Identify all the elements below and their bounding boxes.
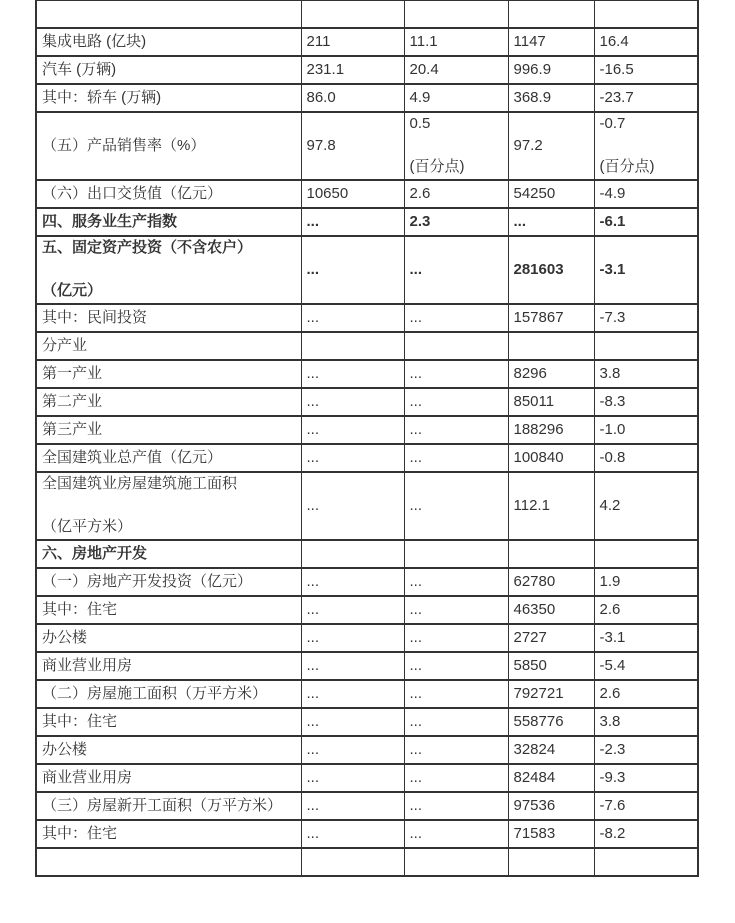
cell-value: 10650 (301, 180, 404, 208)
cell-value: 85011 (508, 388, 594, 416)
table-row (36, 416, 698, 444)
cell-value: -5.4 (594, 652, 698, 680)
cell-value: 20.4 (404, 56, 508, 84)
table-row (36, 0, 698, 28)
row-label: 四、服务业生产指数 (36, 208, 301, 236)
cell-value: ... (301, 360, 404, 388)
cell-value: -4.9 (594, 180, 698, 208)
row-label: （二）房屋施工面积（万平方米） (36, 680, 301, 708)
row-label: 第二产业 (36, 388, 301, 416)
cell-line: （亿元） (42, 282, 103, 300)
table-row (36, 708, 698, 736)
table-row (36, 624, 698, 652)
table-row (36, 680, 698, 708)
cell-value: ... (404, 360, 508, 388)
row-label: 全国建筑业总产值（亿元） (36, 444, 301, 472)
table-row (36, 764, 698, 792)
cell-value: -3.1 (594, 624, 698, 652)
cell-value (301, 848, 404, 876)
cell-value: 32824 (508, 736, 594, 764)
cell-line: -0.7 (599, 115, 626, 132)
cell-value: ... (404, 444, 508, 472)
cell-value: ... (301, 820, 404, 848)
cell-value: ... (301, 304, 404, 332)
cell-value: ... (404, 304, 508, 332)
cell-value: -8.3 (594, 388, 698, 416)
table-row (36, 112, 698, 180)
table-row (36, 360, 698, 388)
cell-value: 2.6 (594, 680, 698, 708)
cell-value: -9.3 (594, 764, 698, 792)
cell-value (594, 332, 698, 360)
cell-value (404, 848, 508, 876)
row-label: 分产业 (36, 332, 301, 360)
row-label: 六、房地产开发 (36, 540, 301, 568)
row-label: 第三产业 (36, 416, 301, 444)
row-label: 集成电路 (亿块) (36, 28, 301, 56)
cell-value (508, 0, 594, 28)
cell-value: ... (404, 596, 508, 624)
cell-value: ... (301, 416, 404, 444)
cell-value: 368.9 (508, 84, 594, 112)
cell-value: -2.3 (594, 736, 698, 764)
row-label: （六）出口交货值（亿元） (36, 180, 301, 208)
cell-value (594, 540, 698, 568)
cell-line: 全国建筑业房屋建筑施工面积 (42, 475, 238, 492)
cell-value: 82484 (508, 764, 594, 792)
cell-value: ... (404, 388, 508, 416)
cell-value (594, 848, 698, 876)
row-label: 办公楼 (36, 624, 301, 652)
row-label: 商业营业用房 (36, 764, 301, 792)
cell-value: 4.9 (404, 84, 508, 112)
cell-value: 97536 (508, 792, 594, 820)
cell-value: ... (508, 208, 594, 236)
cell-value: 2.6 (594, 596, 698, 624)
cell-value (508, 848, 594, 876)
cell-value (404, 332, 508, 360)
cell-value: 231.1 (301, 56, 404, 84)
row-label: 其中：轿车 (万辆) (36, 84, 301, 112)
cell-value: 86.0 (301, 84, 404, 112)
table-row (36, 332, 698, 360)
cell-value (508, 540, 594, 568)
cell-value: ... (301, 208, 404, 236)
cell-value: 1.9 (594, 568, 698, 596)
table-row (36, 596, 698, 624)
cell-value: ... (301, 388, 404, 416)
cell-value: ... (301, 736, 404, 764)
cell-value: ... (301, 764, 404, 792)
row-label (36, 472, 301, 540)
table-row (36, 236, 698, 304)
cell-value (404, 112, 508, 180)
table-row (36, 444, 698, 472)
cell-line: （亿平方米） (42, 518, 133, 536)
cell-value: 1147 (508, 28, 594, 56)
row-label: 办公楼 (36, 736, 301, 764)
table-row (36, 540, 698, 568)
row-label: （三）房屋新开工面积（万平方米） (36, 792, 301, 820)
cell-value: ... (404, 624, 508, 652)
row-label: （一）房地产开发投资（亿元） (36, 568, 301, 596)
cell-value: ... (404, 680, 508, 708)
cell-value (594, 112, 698, 180)
cell-value: ... (404, 820, 508, 848)
cell-value: -23.7 (594, 84, 698, 112)
cell-value: 558776 (508, 708, 594, 736)
table-row (36, 736, 698, 764)
row-label: 商业营业用房 (36, 652, 301, 680)
cell-value: ... (301, 472, 404, 540)
cell-value: ... (404, 236, 508, 304)
table-row (36, 28, 698, 56)
cell-line: (百分点) (599, 158, 655, 176)
table-row (36, 208, 698, 236)
table-row (36, 652, 698, 680)
cell-value: ... (404, 652, 508, 680)
cell-value: -6.1 (594, 208, 698, 236)
cell-value: -7.3 (594, 304, 698, 332)
cell-value: 211 (301, 28, 404, 56)
cell-value: 8296 (508, 360, 594, 388)
cell-value: -3.1 (594, 236, 698, 304)
cell-value: 71583 (508, 820, 594, 848)
row-label (36, 0, 301, 28)
cell-value: ... (404, 568, 508, 596)
table-row (36, 820, 698, 848)
cell-value: -8.2 (594, 820, 698, 848)
cell-value: ... (404, 708, 508, 736)
cell-value: ... (404, 792, 508, 820)
cell-value: 5850 (508, 652, 594, 680)
cell-value: 2.6 (404, 180, 508, 208)
table-row (36, 304, 698, 332)
cell-value: -7.6 (594, 792, 698, 820)
cell-value (594, 0, 698, 28)
cell-value: ... (301, 792, 404, 820)
table-row (36, 56, 698, 84)
cell-value: ... (404, 736, 508, 764)
cell-value (404, 0, 508, 28)
cell-value: -0.8 (594, 444, 698, 472)
cell-value: 112.1 (508, 472, 594, 540)
cell-value: 281603 (508, 236, 594, 304)
cell-value: ... (404, 416, 508, 444)
cell-value: 46350 (508, 596, 594, 624)
cell-value (404, 540, 508, 568)
cell-value: 2.3 (404, 208, 508, 236)
cell-value (301, 332, 404, 360)
table-row (36, 180, 698, 208)
cell-value: 54250 (508, 180, 594, 208)
table-row (36, 84, 698, 112)
table-row (36, 472, 698, 540)
cell-value: ... (301, 652, 404, 680)
row-label: （五）产品销售率（%） (36, 112, 301, 180)
cell-value: 996.9 (508, 56, 594, 84)
cell-value: ... (404, 764, 508, 792)
cell-value: 62780 (508, 568, 594, 596)
cell-value: 97.2 (508, 112, 594, 180)
cell-value: 11.1 (404, 28, 508, 56)
cell-value: -1.0 (594, 416, 698, 444)
cell-value (301, 0, 404, 28)
cell-value: 97.8 (301, 112, 404, 180)
table-row (36, 792, 698, 820)
cell-value: 100840 (508, 444, 594, 472)
cell-value: ... (301, 708, 404, 736)
cell-value: 2727 (508, 624, 594, 652)
cell-value: ... (301, 568, 404, 596)
cell-value: ... (301, 680, 404, 708)
cell-line: 五、固定资产投资（不含农户） (42, 239, 253, 256)
cell-value: 4.2 (594, 472, 698, 540)
cell-value (301, 540, 404, 568)
row-label: 其中：民间投资 (36, 304, 301, 332)
cell-value: 157867 (508, 304, 594, 332)
table-row (36, 568, 698, 596)
row-label: 其中：住宅 (36, 820, 301, 848)
table-row (36, 388, 698, 416)
cell-value: ... (301, 596, 404, 624)
table-body (36, 0, 698, 876)
cell-line: (百分点) (409, 158, 465, 176)
row-label (36, 236, 301, 304)
cell-value: 16.4 (594, 28, 698, 56)
row-label: 其中：住宅 (36, 708, 301, 736)
row-label: 其中：住宅 (36, 596, 301, 624)
cell-value: 3.8 (594, 360, 698, 388)
cell-value: ... (301, 444, 404, 472)
row-label: 第一产业 (36, 360, 301, 388)
economic-indicators-table (35, 0, 699, 877)
row-label (36, 848, 301, 876)
cell-value (508, 332, 594, 360)
cell-value: 188296 (508, 416, 594, 444)
cell-line: 0.5 (409, 115, 431, 132)
table-row (36, 848, 698, 876)
cell-value: ... (404, 472, 508, 540)
cell-value: ... (301, 236, 404, 304)
cell-value: -16.5 (594, 56, 698, 84)
cell-value: 792721 (508, 680, 594, 708)
cell-value: ... (301, 624, 404, 652)
row-label: 汽车 (万辆) (36, 56, 301, 84)
cell-value: 3.8 (594, 708, 698, 736)
